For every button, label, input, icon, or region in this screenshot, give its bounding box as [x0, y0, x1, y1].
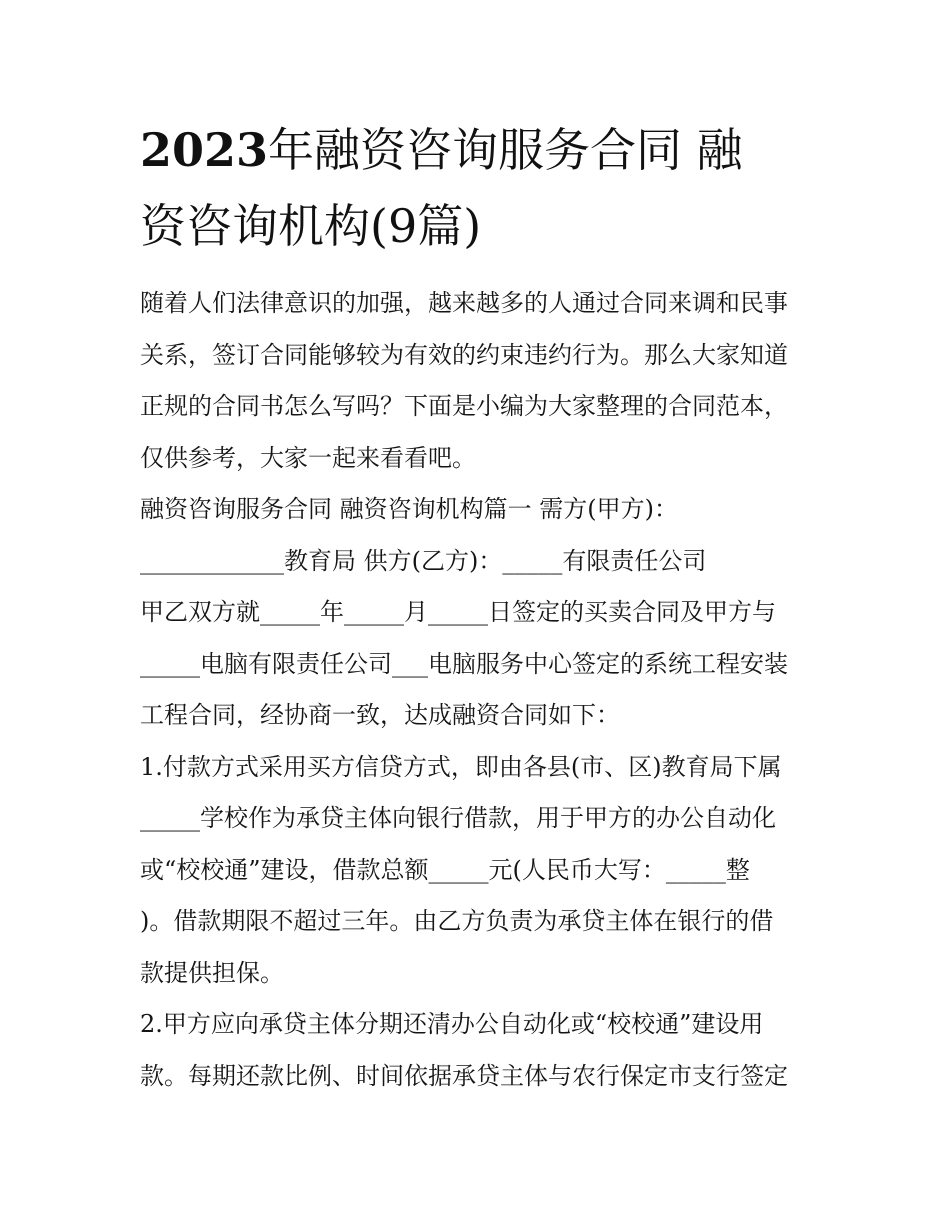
title-line-2: 资咨询机构(9篇): [140, 199, 482, 253]
clause-line: 款。每期还款比例、时间依据承贷主体与农行保定市支行签定: [140, 1061, 788, 1090]
clause-line: 1.付款方式采用买方信贷方式，即由各县(市、区)教育局下属: [140, 752, 782, 781]
clause-line: 2.甲方应向承贷主体分期还清办公自动化或“校校通”建设用: [140, 1010, 764, 1038]
document-title: [140, 112, 820, 264]
section-heading-line: 融资咨询服务合同 融资咨询机构篇一 需方(甲方)：: [140, 495, 678, 523]
clause-line: 或“校校通”建设，借款总额_____元(人民币大写：_____整: [140, 855, 750, 884]
body-line: 工程合同，经协商一致，达成融资合同如下：: [140, 701, 620, 729]
body-line: 随着人们法律意识的加强，越来越多的人通过合同来调和民事: [140, 289, 788, 317]
clause-line: _____学校作为承贷主体向银行借款，用于甲方的办公自动化: [140, 804, 776, 832]
body-line: 关系，签订合同能够较为有效的约束违约行为。那么大家知道: [140, 340, 788, 369]
clause-line: )。借款期限不超过三年。由乙方负责为承贷主体在银行的借: [140, 907, 774, 935]
title-line-1: 2023年融资咨询服务合同 融: [140, 123, 743, 177]
clause-line: 款提供担保。: [140, 958, 284, 987]
body-line: _____电脑有限责任公司___电脑服务中心签定的系统工程安装: [140, 649, 788, 678]
body-line: 仅供参考，大家一起来看看吧。: [140, 443, 476, 472]
document-body: [140, 278, 812, 1102]
body-line: 正规的合同书怎么写吗？下面是小编为大家整理的合同范本，: [140, 392, 788, 420]
body-line: ____________教育局 供方(乙方)：_____有限责任公司: [140, 546, 707, 575]
body-line: 甲乙双方就_____年_____月_____日签定的买卖合同及甲方与: [140, 598, 776, 626]
